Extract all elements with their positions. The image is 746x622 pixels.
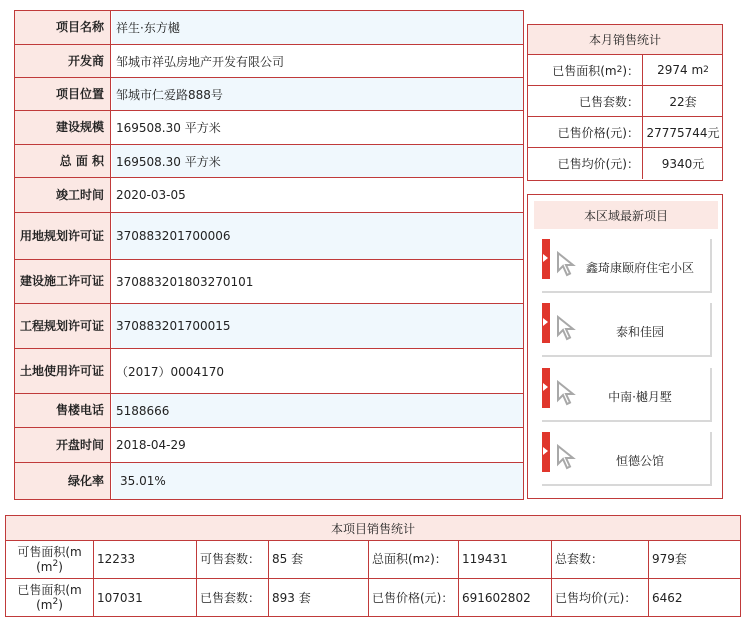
project-sales-title: 本项目销售统计	[6, 516, 740, 541]
info-value: 邹城市祥弘房地产开发有限公司	[116, 54, 285, 69]
monthly-avg-price-value: 9340元	[661, 157, 705, 171]
monthly-sales-title: 本月销售统计	[528, 25, 722, 55]
info-label: 建设规模	[15, 111, 111, 144]
info-label: 项目名称	[15, 11, 111, 44]
avg-price-label: 已售均价(元)：	[552, 579, 649, 617]
available-area-label: 可售面积(m $(m^2)$	[6, 541, 94, 578]
info-value: 35.01%	[112, 463, 523, 499]
info-label: 建设施工许可证	[15, 260, 111, 303]
monthly-sold-units-value: 22套	[669, 94, 697, 109]
info-value: 2018-04-29	[116, 438, 186, 452]
info-row-total-area	[15, 145, 523, 178]
info-label: 开发商	[15, 45, 111, 77]
monthly-sold-area-label: 已售面积(m 2 )：	[528, 55, 643, 85]
info-row-greening	[15, 463, 523, 499]
info-value: 5188666	[112, 394, 523, 427]
recent-project-link[interactable]	[542, 432, 712, 486]
total-units-label: 总套数：	[552, 541, 649, 578]
info-value: 370883201700015	[112, 304, 523, 348]
recent-project-name: 恒德公馆	[615, 454, 664, 468]
recent-project-name: 泰和佳园	[615, 325, 664, 339]
recent-projects-title: 本区域最新项目	[534, 201, 718, 229]
avg-price-value: 6462	[652, 590, 683, 605]
recent-project-name: 中南·樾月墅	[608, 390, 672, 404]
sold-units-label: 已售套数：	[197, 579, 269, 617]
info-value: 169508.30 平方米	[112, 145, 523, 177]
monthly-sold-units-row	[528, 86, 722, 117]
total-area-label: 总面积(m 2 )：	[369, 541, 459, 578]
info-row-scale	[15, 111, 523, 145]
info-row-land-use-permit	[15, 349, 523, 394]
info-row-location	[15, 78, 523, 111]
info-row-name	[15, 11, 523, 45]
total-area-value: 119431	[459, 541, 552, 578]
info-label: 竣工时间	[15, 178, 111, 212]
info-row-completion	[15, 178, 523, 213]
monthly-sold-area-value: 2974 m 2	[657, 63, 709, 77]
info-label: 绿化率	[15, 463, 111, 499]
info-row-opening	[15, 428, 523, 463]
monthly-sold-price-value: 27775744元	[646, 125, 720, 140]
info-label: 售楼电话	[15, 394, 111, 427]
project-sales-row-available	[6, 541, 740, 579]
info-row-developer	[15, 45, 523, 78]
info-row-construction-permit	[15, 260, 523, 304]
info-value: 169508.30 平方米	[116, 121, 221, 135]
arrow-marker-icon	[542, 368, 550, 408]
monthly-sold-price-row	[528, 117, 722, 148]
recent-projects-panel	[527, 194, 723, 499]
info-value: （2017）0004170	[116, 364, 224, 379]
arrow-marker-icon	[542, 432, 550, 472]
sold-units-value: 893 套	[269, 579, 369, 617]
total-units-value: 979套	[652, 552, 687, 566]
monthly-avg-price-row	[528, 148, 722, 179]
recent-project-name: 鑫琦康颐府住宅小区	[585, 261, 694, 275]
info-label: 项目位置	[15, 78, 111, 110]
monthly-sold-area-row	[528, 55, 722, 86]
available-units-value: 85 套	[269, 541, 369, 578]
info-value: 邹城市仁爱路888号	[112, 78, 523, 110]
project-sales-panel	[5, 515, 741, 617]
project-info-table	[14, 10, 524, 500]
arrow-marker-icon	[542, 303, 550, 343]
project-sales-row-sold	[6, 579, 740, 617]
info-row-land-permit	[15, 213, 523, 260]
monthly-avg-price-label: 已售均价(元)：	[528, 148, 643, 179]
arrow-marker-icon	[542, 239, 550, 279]
sold-price-label: 已售价格(元)：	[369, 579, 459, 617]
available-units-label: 可售套数：	[197, 541, 269, 578]
recent-project-link[interactable]	[542, 303, 712, 357]
info-label: 工程规划许可证	[15, 304, 111, 348]
info-row-phone	[15, 394, 523, 428]
info-label: 总 面 积	[15, 145, 111, 177]
info-value: 祥生·东方樾	[112, 11, 523, 44]
info-value: 370883201700006	[112, 213, 523, 259]
available-area-value: 12233	[94, 541, 197, 578]
info-label: 土地使用许可证	[15, 349, 111, 393]
info-value: 2020-03-05	[116, 188, 186, 202]
sold-area-label: 已售面积(m $(m^2)$	[6, 579, 94, 617]
monthly-sold-units-label: 已售套数：	[528, 86, 643, 116]
info-label: 用地规划许可证	[15, 213, 111, 259]
info-value: 370883201803270101	[116, 274, 254, 289]
monthly-sales-panel	[527, 24, 723, 181]
monthly-sold-price-label: 已售价格(元)：	[528, 117, 643, 147]
info-row-engineering-permit	[15, 304, 523, 349]
recent-project-link[interactable]	[542, 239, 712, 293]
info-label: 开盘时间	[15, 428, 111, 462]
recent-project-link[interactable]	[542, 368, 712, 422]
sold-area-value: 107031	[94, 579, 197, 617]
sold-price-value: 691602802	[459, 579, 552, 617]
